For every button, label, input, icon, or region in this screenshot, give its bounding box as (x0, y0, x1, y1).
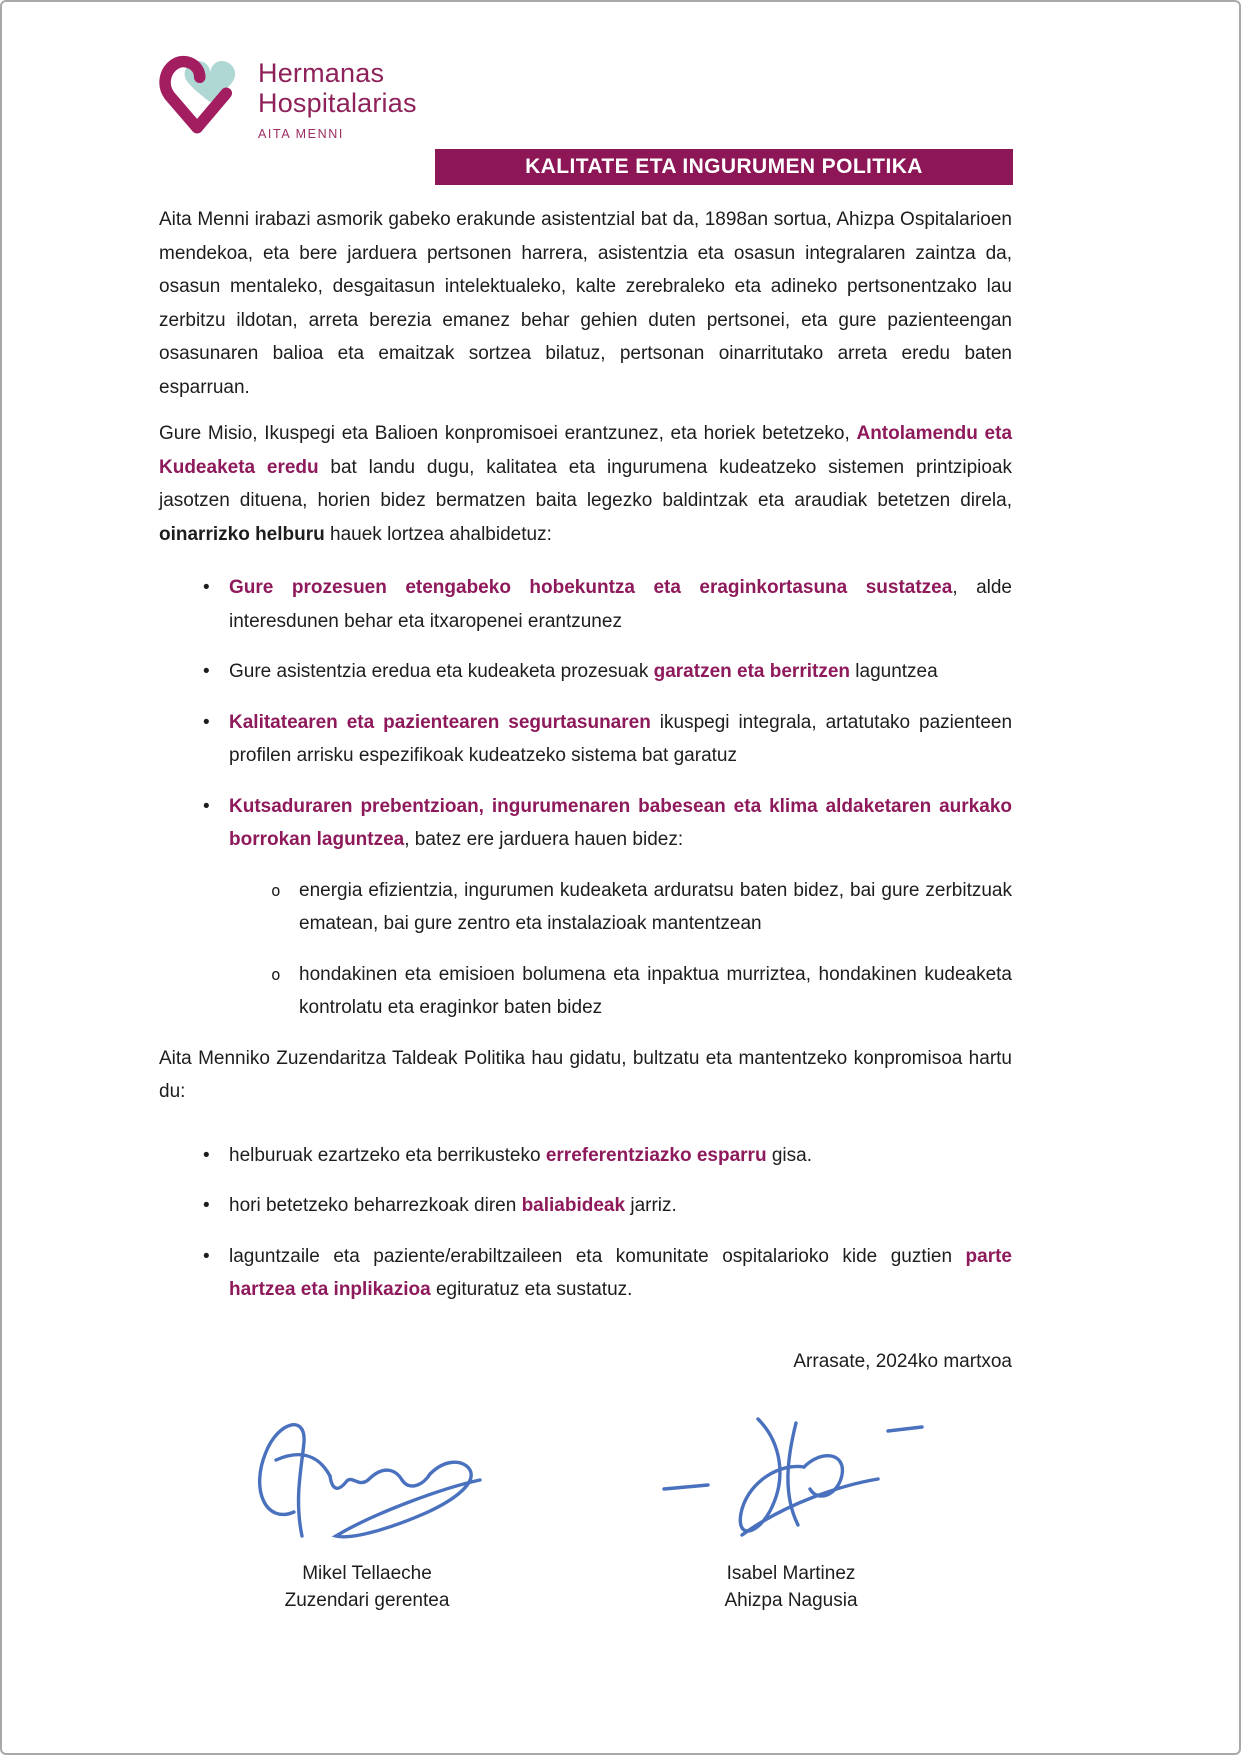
text-run: hori betetzeko beharrezkoak diren (229, 1195, 522, 1216)
sub-objectives-list (159, 874, 1012, 1025)
text-run: ikuspegi integrala, artatutako pazienteen profilen arrisku espezifikoak kudeatzeko sistema bat garatuz (229, 711, 1013, 766)
circle-bullet-icon: o (271, 964, 281, 984)
list-item-text (229, 1240, 1012, 1307)
objectives-list (159, 571, 1012, 857)
text-run-bold: oinarrizko helburu (159, 523, 325, 545)
list-item-text (229, 790, 1012, 857)
text-run-accent: Kalitatearen eta pazientearen segurtasunaren (229, 711, 651, 733)
heart-icon (152, 52, 244, 138)
list-item-text (229, 1189, 1012, 1223)
brand-name-line2: Hospitalarias (258, 88, 417, 118)
signer-role: Ahizpa Nagusia (724, 1590, 858, 1611)
sub-list-item (159, 958, 1012, 1025)
text-run: hauek lortzea ahalbidetuz: (324, 523, 552, 545)
bullet-icon: • (203, 577, 210, 598)
signature-row (159, 1394, 1012, 1614)
bullet-icon: • (203, 711, 210, 733)
list-item (159, 706, 1012, 773)
list-item-text (229, 655, 1012, 689)
text-run: , alde interesdunen behar eta itxaropenei erantzunez (229, 577, 1012, 632)
signature-mikel-icon (199, 1394, 535, 1560)
text-run: , batez ere jarduera hauen bidez: (404, 829, 684, 850)
mission-paragraph (159, 417, 1012, 551)
text-run-accent: erreferentziazko esparru (545, 1144, 767, 1166)
page-title: KALITATE ETA INGURUMEN POLITIKA (525, 155, 923, 178)
sub-brand: AITA MENNI (258, 127, 344, 141)
list-item (159, 790, 1012, 857)
text-run: jarriz. (625, 1195, 677, 1216)
signer-name: Isabel Martinez (726, 1563, 856, 1584)
text-run: laguntzea (850, 661, 938, 682)
hermanas-hospitalarias-logo (152, 52, 417, 141)
text-run-accent: Antolamendu eta Kudeaketa eredu (159, 423, 1013, 478)
list-item-text (229, 571, 1012, 638)
commitment-paragraph (159, 1042, 1012, 1109)
commitments-list (159, 1139, 1012, 1307)
text-run: Gure Misio, Ikuspegi eta Balioen konpromisoei erantzunez, eta horiek betetzeko, (159, 423, 857, 444)
text-run: egituratuz eta sustatuz. (430, 1279, 633, 1300)
bullet-icon: • (203, 1195, 210, 1216)
text-run-accent: baliabideak (521, 1195, 626, 1216)
text-run-accent: Kutsaduraren prebentzioan, ingurumenaren babesean eta klima aldaketaren aurkako borrokan laguntzea (229, 795, 1012, 850)
signer-name: Mikel Tellaeche (302, 1563, 432, 1584)
date-line: Arrasate, 2024ko martxoa (793, 1350, 1012, 1372)
list-item (159, 1139, 1012, 1173)
list-item (159, 655, 1012, 689)
text-run: Gure asistentzia eredua eta kudeaketa prozesuak (229, 661, 654, 682)
bullet-icon: • (203, 1245, 210, 1267)
signature-isabel-icon (623, 1394, 959, 1560)
sub-list-item-text: energia efizientzia, ingurumen kudeaketa arduratsu baten bidez, bai gure zerbitzuak ematean, bai gure zentro eta instalazioak mantentzean (299, 879, 1012, 934)
text-run: bat landu dugu, kalitatea eta ingurumena kudeatzeko sistemen printzipioak jasotzen dituena, horien bidez bermatzen baita legezko baldintzak eta araudiak betetzen direla, (159, 456, 1012, 511)
bullet-icon: • (203, 1144, 210, 1166)
intro-paragraph (159, 203, 1012, 404)
bullet-icon: • (203, 795, 210, 817)
text-run-accent: Gure prozesuen etengabeko hobekuntza eta eraginkortasuna sustatzea (229, 577, 953, 598)
text-run: laguntzaile eta paziente/erabiltzaileen eta komunitate ospitalarioko kide guztien (229, 1245, 966, 1267)
circle-bullet-icon: o (271, 880, 281, 900)
brand-name-line1: Hermanas (258, 58, 385, 88)
text-run-accent: parte hartzea eta inplikazioa (229, 1245, 1012, 1300)
bullet-icon: • (203, 661, 210, 682)
text-run-accent: garatzen eta berritzen (653, 661, 851, 682)
signer-role: Zuzendari gerentea (284, 1590, 450, 1611)
list-item-text (229, 1139, 1012, 1173)
text-run: helburuak ezartzeko eta berrikusteko (229, 1144, 546, 1166)
list-item-text (229, 706, 1012, 773)
list-item (159, 571, 1012, 638)
sub-list-item (159, 874, 1012, 941)
text-run: gisa. (766, 1144, 812, 1166)
list-item (159, 1189, 1012, 1223)
title-banner (435, 149, 1013, 185)
text-run: Aita Menniko Zuzendaritza Taldeak Politika hau gidatu, bultzatu eta mantentzeko konpromisoa hartu du: (159, 1047, 1012, 1102)
signature-block-left (199, 1394, 535, 1614)
sub-list-item-text: hondakinen eta emisioen bolumena eta inpaktua murriztea, hondakinen kudeaketa kontrolatu eta eraginkor baten bidez (299, 963, 1012, 1018)
list-item (159, 1240, 1012, 1307)
logo-text (258, 52, 417, 141)
signature-block-right (623, 1394, 959, 1614)
document-body (159, 203, 1012, 1614)
text-run: Aita Menni irabazi asmorik gabeko erakunde asistentzial bat da, 1898an sortua, Ahizpa Ospitalarioen mendekoa, eta bere jarduera pertsonen harrera, asistentzia eta osasun integralaren zaintza da, osasun mentaleko, desgaitasun intelektualeko, kalte zerebraleko eta adineko pertsonentzako lau zerbitzu ildotan, arreta berezia emanez behar gehien duten pertsonei, eta gure pazienteengan osasunaren balioa eta emaitzak sortzea bilatuz, pertsonan oinarritutako arreta eredu baten esparruan. (159, 209, 1012, 398)
